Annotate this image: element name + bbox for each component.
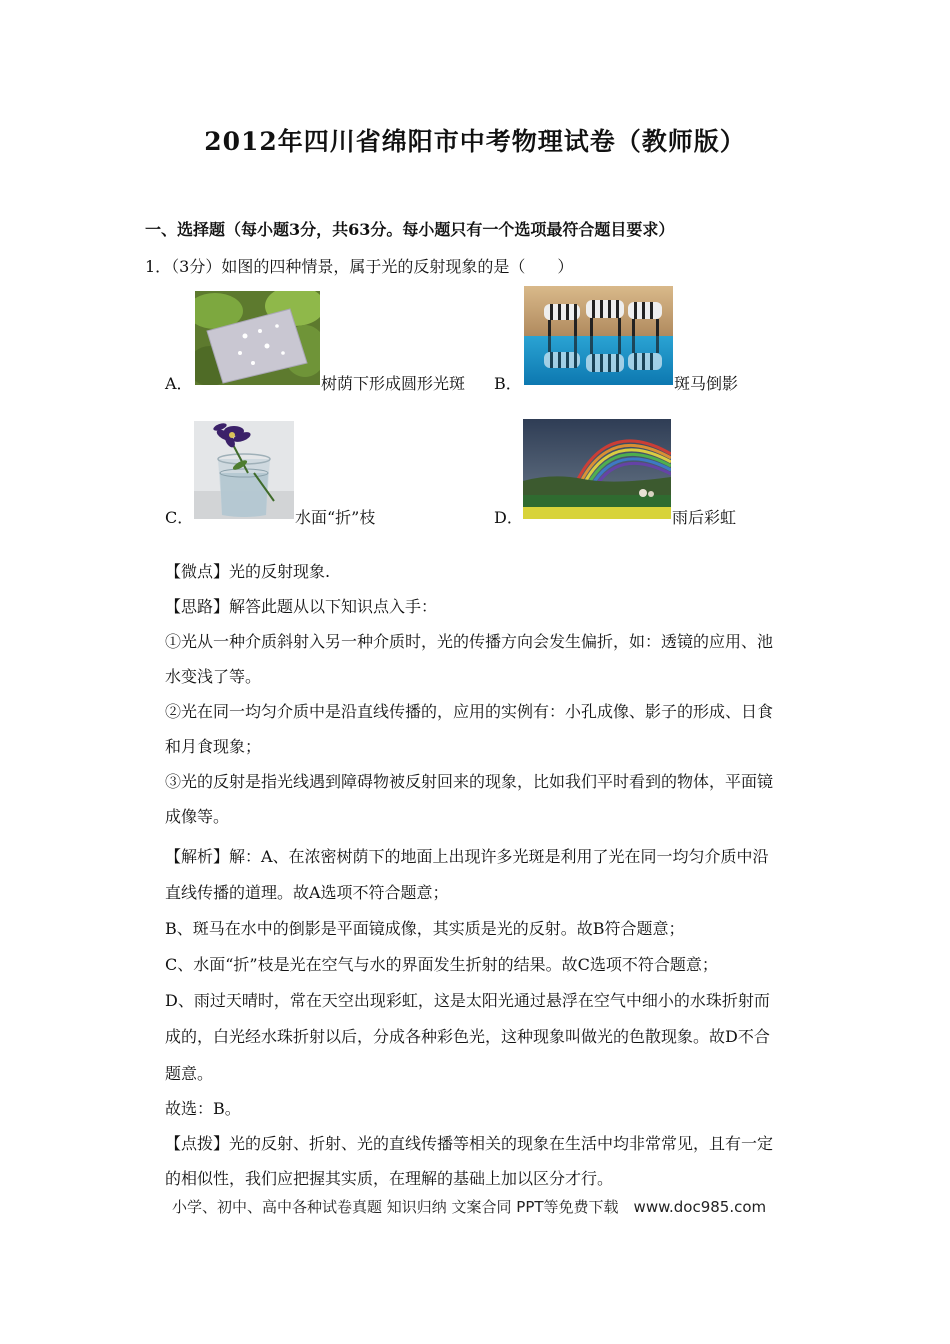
option-b-image: [524, 286, 673, 385]
analysis-line-3: B、斑马在水中的倒影是平面镜成像，其实质是光的反射。故B符合题意；: [165, 919, 685, 938]
approach-item-3: ③光的反射是指光线遇到障碍物被反射回来的现象，比如我们平时看到的物体，平面镜: [165, 772, 774, 791]
approach-item-2-cont: 和月食现象；: [165, 737, 262, 756]
footer-text: 小学、初中、高中各种试卷真题 知识归纳 文案合同 PPT等免费下载 www.doc985.com: [172, 1198, 767, 1216]
approach-item-1: ①光从一种介质斜射入另一种介质时，光的传播方向会发生偏折，如：透镜的应用、池: [165, 632, 774, 651]
tip-line-1: 【点拨】光的反射、折射、光的直线传播等相关的现象在生活中均非常常见，且有一定: [165, 1134, 774, 1153]
analysis-line-1: 【解析】解：A、在浓密树荫下的地面上出现许多光斑是利用了光在同一均匀介质中沿: [165, 847, 769, 866]
section-heading: 一、选择题（每小题3分，共63分。每小题只有一个选项最符合题目要求）: [145, 220, 675, 239]
option-c-image: [194, 421, 294, 519]
analysis-line-2: 直线传播的道理。故A选项不符合题意；: [165, 883, 449, 902]
option-c-letter: C．: [165, 508, 194, 527]
analysis-line-7: 题意。: [165, 1064, 214, 1083]
question-stem: 1．（3分）如图的四种情景，属于光的反射现象的是（ ）: [145, 257, 574, 276]
option-a-caption: 树荫下形成圆形光斑: [321, 374, 466, 393]
analysis-line-4: C、水面“折”枝是光在空气与水的界面发生折射的结果。故C选项不符合题意；: [165, 955, 718, 974]
option-a-image: [195, 291, 320, 385]
approach-item-2: ②光在同一均匀介质中是沿直线传播的，应用的实例有：小孔成像、影子的形成、日食: [165, 702, 774, 721]
approach-item-3-cont: 成像等。: [165, 807, 230, 826]
option-b-caption: 斑马倒影: [674, 374, 739, 393]
tip-line-2: 的相似性，我们应把握其实质，在理解的基础上加以区分才行。: [165, 1169, 614, 1188]
approach-heading: 【思路】解答此题从以下知识点入手：: [165, 597, 438, 616]
page-title: 2012年四川省绵阳市中考物理试卷（教师版）: [204, 127, 746, 156]
analysis-line-5: D、雨过天晴时，常在天空出现彩虹，这是太阳光通过悬浮在空气中细小的水珠折射而: [165, 991, 770, 1010]
approach-item-1-cont: 水变浅了等。: [165, 667, 262, 686]
option-a-letter: A．: [165, 374, 193, 393]
option-d-image: [523, 419, 671, 519]
option-b-letter: B．: [494, 374, 522, 393]
point-line: 【微点】光的反射现象.: [165, 562, 331, 581]
analysis-line-6: 成的，白光经水珠折射以后，分成各种彩色光，这种现象叫做光的色散现象。故D不合: [165, 1027, 770, 1046]
option-c-caption: 水面“折”枝: [295, 508, 376, 527]
option-d-letter: D．: [494, 508, 523, 527]
option-d-caption: 雨后彩虹: [672, 508, 737, 527]
answer-line: 故选：B。: [165, 1099, 241, 1118]
